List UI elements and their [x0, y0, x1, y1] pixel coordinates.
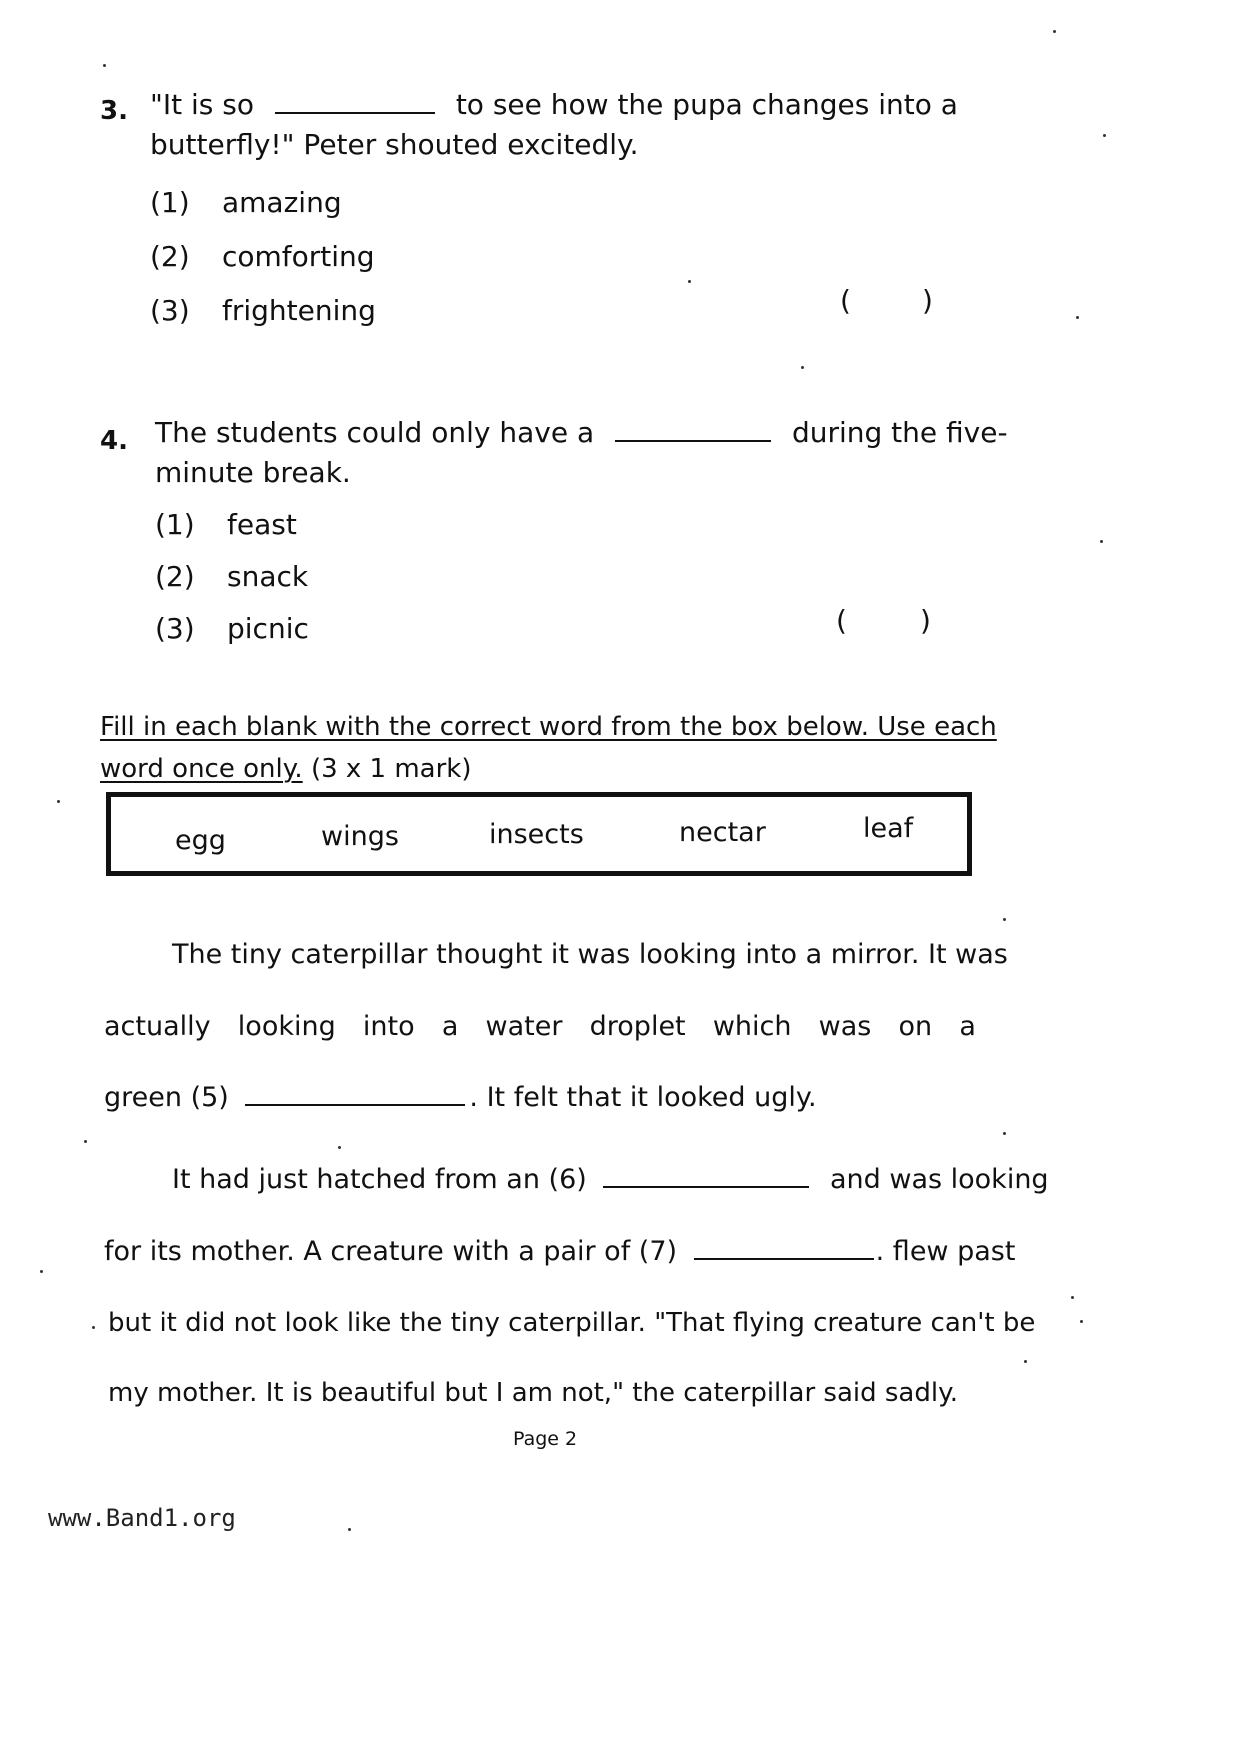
passage-word: water	[485, 1011, 563, 1042]
scan-speck	[1003, 1132, 1006, 1135]
question-stem-line2: minute break.	[155, 456, 351, 489]
scan-speck	[40, 1270, 43, 1273]
answer-bracket-close: )	[920, 604, 931, 637]
sentence-after: . flew past	[875, 1236, 1016, 1267]
scan-speck	[92, 1326, 95, 1329]
answer-bracket-open: (	[836, 604, 847, 637]
sentence-after: . It felt that it looked ugly.	[469, 1082, 817, 1113]
option-text: comforting	[222, 240, 375, 273]
scan-speck	[338, 1146, 341, 1149]
scan-speck	[1076, 316, 1079, 319]
passage-p1-line2	[104, 1010, 976, 1044]
scan-speck	[348, 1528, 351, 1531]
question-stem-line1	[155, 416, 1008, 450]
answer-blank[interactable]	[275, 88, 435, 114]
scan-speck	[1100, 540, 1103, 543]
option-text: picnic	[227, 612, 309, 645]
blank-6-input[interactable]	[603, 1162, 809, 1188]
question-stem-line1	[150, 88, 958, 122]
passage-p1-line1: The tiny caterpillar thought it was looking into a mirror. It was	[172, 939, 1008, 970]
option-2[interactable]	[155, 560, 308, 594]
option-1[interactable]	[150, 186, 342, 220]
scan-speck	[1080, 1320, 1083, 1323]
passage-word: on	[898, 1011, 933, 1042]
passage-p2-line2	[104, 1234, 1015, 1269]
passage-word: which	[712, 1011, 792, 1042]
option-number: (3)	[150, 294, 190, 327]
passage-word: was	[818, 1011, 872, 1042]
passage-word: a	[441, 1011, 459, 1042]
scan-speck	[1003, 918, 1006, 921]
passage-word: into	[362, 1011, 415, 1042]
stem-before: "It is so	[150, 88, 255, 121]
question-number: 4.	[100, 426, 128, 456]
stem-before: The students could only have a	[155, 416, 595, 449]
question-number: 3.	[100, 96, 128, 126]
question-stem-line2: butterfly!" Peter shouted excitedly.	[150, 128, 639, 161]
section-instruction-line1: Fill in each blank with the correct word from the box below. Use each	[100, 712, 997, 742]
answer-bracket-close: )	[922, 284, 933, 317]
scan-speck	[1071, 1296, 1074, 1299]
option-text: feast	[227, 508, 297, 541]
option-text: amazing	[222, 186, 342, 219]
word-box-item: wings	[321, 821, 399, 852]
passage-p2-line1	[172, 1162, 1049, 1197]
word-box-item: insects	[489, 819, 584, 850]
option-text: snack	[227, 560, 309, 593]
blank-6-label: It had just hatched from an (6)	[172, 1164, 587, 1195]
option-2[interactable]	[150, 240, 375, 274]
word-box-item: egg	[175, 825, 226, 856]
scan-speck	[1103, 134, 1106, 137]
passage-word: actually	[104, 1011, 211, 1042]
answer-blank[interactable]	[615, 416, 771, 442]
instruction-marks: (3 x 1 mark)	[310, 754, 472, 784]
page-number: Page 2	[513, 1428, 578, 1450]
section-instruction-line2	[100, 752, 472, 786]
option-1[interactable]	[155, 508, 297, 542]
answer-box[interactable]	[858, 604, 914, 638]
scan-speck	[801, 366, 804, 369]
scan-speck	[1024, 1360, 1027, 1363]
scan-speck	[103, 64, 106, 67]
option-number: (1)	[150, 186, 190, 219]
sentence-after: and was looking	[829, 1164, 1049, 1195]
scan-speck	[84, 1140, 87, 1143]
blank-5-label: green (5)	[104, 1082, 229, 1113]
instruction-underlined: word once only.	[100, 754, 303, 784]
passage-word: droplet	[589, 1011, 686, 1042]
passage-p1-line3	[104, 1080, 817, 1115]
blank-5-input[interactable]	[245, 1080, 465, 1106]
answer-bracket-open: (	[840, 284, 851, 317]
scan-speck	[688, 280, 691, 283]
option-number: (1)	[155, 508, 195, 541]
stem-after: during the five-	[791, 416, 1008, 449]
passage-word: looking	[237, 1011, 336, 1042]
option-3[interactable]	[155, 612, 309, 646]
blank-7-input[interactable]	[694, 1234, 874, 1260]
option-number: (2)	[155, 560, 195, 593]
footer-website: www.Band1.org	[48, 1504, 236, 1532]
option-number: (2)	[150, 240, 190, 273]
blank-7-label: for its mother. A creature with a pair of (7)	[104, 1236, 678, 1267]
word-box-item: leaf	[863, 813, 914, 844]
option-text: frightening	[222, 294, 376, 327]
scan-speck	[1053, 30, 1056, 33]
option-number: (3)	[155, 612, 195, 645]
passage-p2-line4: my mother. It is beautiful but I am not," the caterpillar said sadly.	[108, 1378, 959, 1408]
passage-p2-line3: but it did not look like the tiny caterpillar. "That flying creature can't be	[108, 1308, 1036, 1338]
option-3[interactable]	[150, 294, 376, 328]
passage-word: a	[959, 1011, 976, 1042]
stem-after: to see how the pupa changes into a	[455, 88, 958, 121]
scan-speck	[57, 800, 60, 803]
word-box	[106, 792, 972, 876]
word-box-item: nectar	[679, 817, 766, 848]
answer-box[interactable]	[862, 284, 918, 318]
